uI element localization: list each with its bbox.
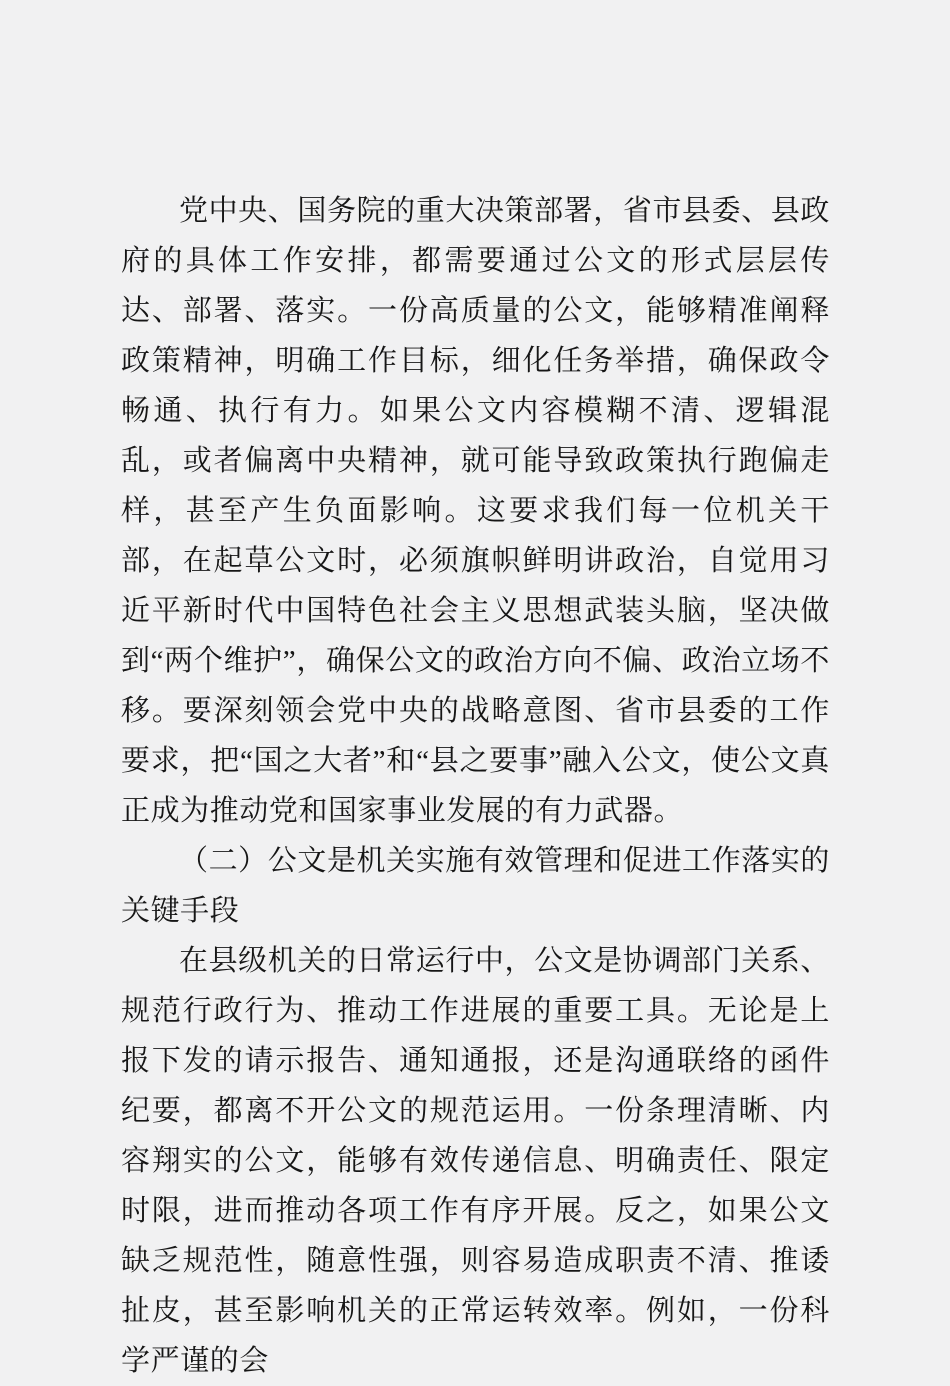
body-paragraph-1: 党中央、国务院的重大决策部署，省市县委、县政府的具体工作安排，都需要通过公文的形式层层传达、部署、落实。一份高质量的公文，能够精准阐释政策精神，明确工作目标，细化任务举措，确保政令畅通、执行有力。如果公文内容模糊不清、逻辑混乱，或者偏离中央精神，就可能导致政策执行跑偏走样，甚至产生负面影响。这要求我们每一位机关干部，在起草公文时，必须旗帜鲜明讲政治，自觉用习近平新时代中国特色社会主义思想武装头脑，坚决做到“两个维护”，确保公文的政治方向不偏、政治立场不移。要深刻领会党中央的战略意图、省市县委的工作要求，把“国之大者”和“县之要事”融入公文，使公文真正成为推动党和国家事业发展的有力武器。 bbox=[121, 195, 830, 827]
body-paragraph-2: 在县级机关的日常运行中，公文是协调部门关系、规范行政行为、推动工作进展的重要工具。无论是上报下发的请示报告、通知通报，还是沟通联络的函件纪要，都离不开公文的规范运用。一份条理清晰、内容翔实的公文，能够有效传递信息、明确责任、限定时限，进而推动各项工作有序开展。反之，如果公文缺乏规范性，随意性强，则容易造成职责不清、推诿扯皮，甚至影响机关的正常运转效率。例如，一份科学严谨的会 bbox=[121, 945, 830, 1377]
section-heading: （二）公文是机关实施有效管理和促进工作落实的关键手段 bbox=[121, 845, 830, 927]
